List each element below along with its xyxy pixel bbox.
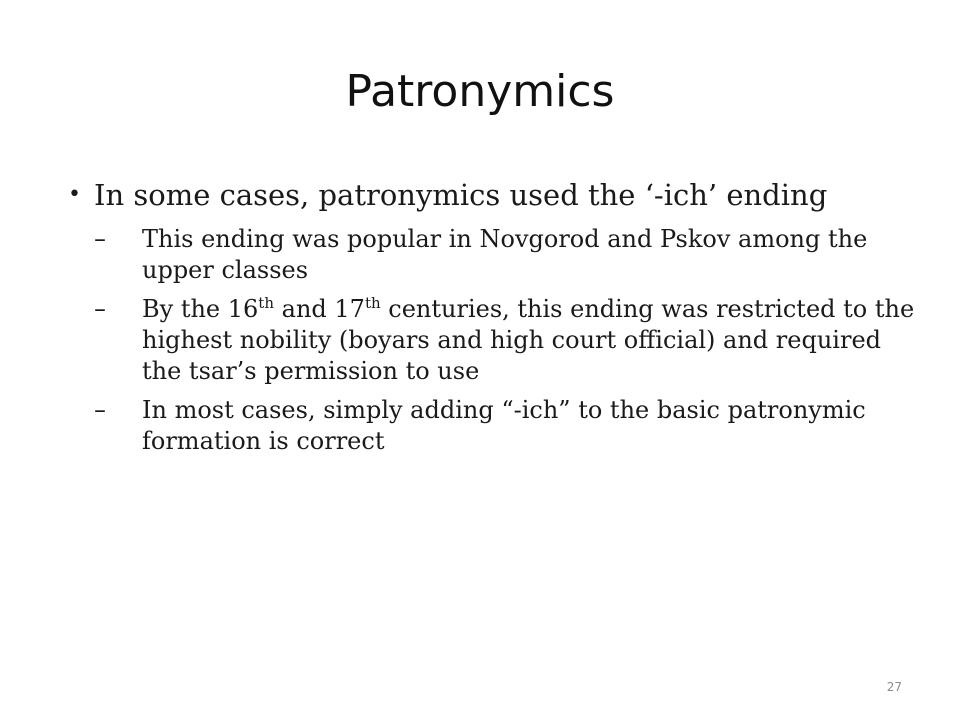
sub-bullet-list	[60, 224, 920, 457]
bullet-text: In some cases, patronymics used the ‘-ich’ ending	[94, 178, 828, 212]
ordinal-superscript: th	[258, 294, 274, 312]
dash-marker: –	[94, 225, 106, 253]
sub-bullet-item-1	[94, 224, 920, 286]
dash-marker: –	[94, 295, 106, 323]
sub-bullet-text-part3: centuries, this ending was restricted to the highest nobility (boyars and high court official) and required the tsar’s permission to use	[142, 295, 915, 385]
slide-title: Patronymics	[345, 66, 615, 117]
sub-bullet-text: This ending was popular in Novgorod and Pskov among the upper classes	[142, 225, 868, 284]
slide-content	[60, 176, 920, 465]
sub-bullet-item-2	[94, 294, 920, 387]
sub-bullet-text-part1: By the 16	[142, 295, 259, 323]
sub-bullet-text-part2: and 17	[274, 295, 365, 323]
bullet-marker: •	[68, 182, 81, 207]
bullet-item	[60, 176, 920, 214]
sub-bullet-text: In most cases, simply adding “-ich” to the basic patronymic formation is correct	[142, 396, 866, 455]
sub-bullet-item-3	[94, 395, 920, 457]
page-number: 27	[886, 680, 902, 694]
dash-marker: –	[94, 396, 106, 424]
ordinal-superscript: th	[364, 294, 381, 312]
